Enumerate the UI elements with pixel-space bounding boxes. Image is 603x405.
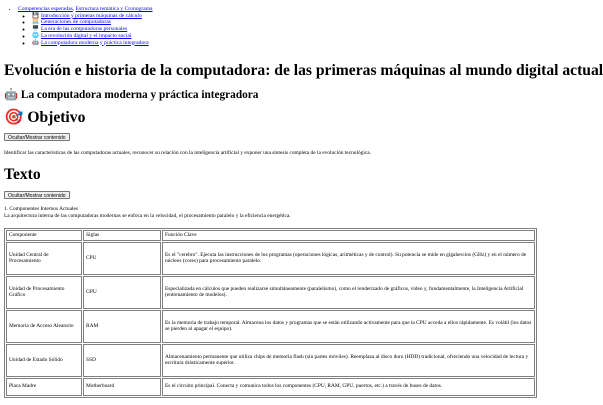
toc-link[interactable]: La era de las computadoras personales bbox=[40, 26, 128, 33]
objetivo-text: Identificar las características de las computadoras actuales, reconocer su relación con la inteligencia artificial y exponer una síntesis completa de la evolución tecnológica. bbox=[4, 150, 372, 156]
toc-link[interactable]: La computadora moderna y práctica integradora bbox=[40, 39, 149, 46]
toc-top-item: • Competencias esperadas, Estructura temática y Cronograma ◦ 💾 Introducción y primeras máquinas de cálculo ◦ 🧮 Generaciones de computadoras ◦ 🖥️ La era de las computadoras personales ◦ 🌐 La revolución digital y el impacto social ◦ 🤖 La computadora moderna y práctica integradora bbox=[18, 6, 540, 46]
header-siglas: Siglas bbox=[83, 230, 161, 241]
toc-item bbox=[32, 40, 540, 47]
cell-componente: Memoria de Acceso Aleatorio bbox=[6, 310, 82, 343]
toc-link[interactable]: Introducción y primeras máquinas de cálculo bbox=[40, 12, 142, 19]
cell-componente: Unidad de Estado Sólido bbox=[6, 344, 82, 377]
toc-item bbox=[32, 26, 540, 33]
table-row bbox=[6, 344, 535, 377]
abacus-icon: 🧮 bbox=[32, 19, 39, 26]
toc-top-list bbox=[0, 6, 540, 46]
robot-icon: 🤖 bbox=[4, 89, 19, 101]
header-componente: Componente bbox=[6, 230, 82, 241]
toc-link[interactable]: Generaciones de computadoras bbox=[40, 19, 111, 26]
table-row bbox=[6, 310, 535, 343]
cell-funcion: Especializada en cálculos que pueden realizarse simultáneamente (paralelismo), como el renderizado de gráficos, video y, fundamentalmente, la Inteligencia Artificial (entrenamiento de modelos). bbox=[162, 276, 535, 309]
target-icon: 🎯 bbox=[4, 109, 24, 126]
objetivo-heading-text: Objetivo bbox=[27, 109, 86, 126]
cell-siglas: Motherboard bbox=[83, 378, 161, 396]
toc-item bbox=[32, 33, 540, 40]
cell-siglas: SSD bbox=[83, 344, 161, 377]
page-title: Evolución e historia de la computadora: de las primeras máquinas al mundo digital actual bbox=[4, 62, 603, 79]
cell-siglas: RAM bbox=[83, 310, 161, 343]
section-subtitle bbox=[4, 88, 258, 101]
texto-toggle-button[interactable]: Ocultar/Mostrar contenido bbox=[4, 191, 70, 199]
table-header-row bbox=[6, 230, 535, 241]
components-table bbox=[4, 228, 537, 398]
globe-icon: 🌐 bbox=[32, 32, 39, 39]
toc-link[interactable]: La revolución digital y el impacto social bbox=[40, 32, 132, 39]
toc-link-estructura[interactable]: Estructura temática y Cronograma bbox=[75, 6, 153, 12]
toc-sub-list bbox=[18, 13, 540, 47]
table-row bbox=[6, 242, 535, 275]
cell-funcion: Almacenamiento permanente que utiliza chips de memoria flash (sin partes móviles). Reemplaza al disco duro (HDD) tradicional, ofreciendo una velocidad de lectura y escritura drásticamente superior. bbox=[162, 344, 535, 377]
table-row bbox=[6, 378, 535, 396]
desktop-computer-icon: 🖥️ bbox=[32, 26, 39, 33]
table-row bbox=[6, 276, 535, 309]
subtitle-text: La computadora moderna y práctica integradora bbox=[20, 89, 259, 101]
texto-intro bbox=[4, 206, 536, 219]
toc-link-competencias[interactable]: Competencias esperadas bbox=[18, 6, 73, 12]
floppy-disk-icon: 💾 bbox=[32, 12, 39, 19]
table-of-contents bbox=[0, 6, 540, 46]
objetivo-heading bbox=[4, 108, 85, 127]
intro-line-2: La arquitectura interna de las computadoras modernas se enfoca en la velocidad, el procesamiento paralelo y la eficiencia energética. bbox=[4, 212, 291, 219]
intro-line-1: 1. Componentes Internos Actuales bbox=[4, 206, 78, 212]
objetivo-toggle-button[interactable]: Ocultar/Mostrar contenido bbox=[4, 133, 70, 141]
cell-funcion: Es el "cerebro". Ejecuta las instrucciones de los programas (operaciones lógicas, aritméticas y de control). Su potencia se mide en gigahercios (GHz) y en el número de núcleos (cores) para procesamiento paralelo. bbox=[162, 242, 535, 275]
robot-icon: 🤖 bbox=[32, 39, 39, 46]
texto-heading: Texto bbox=[4, 166, 41, 183]
cell-componente: Placa Madre bbox=[6, 378, 82, 396]
header-funcion: Función Clave bbox=[162, 230, 535, 241]
cell-funcion: Es el circuito principal. Conecta y comunica todos los componentes (CPU, RAM, GPU, puertos, etc.) a través de buses de datos. bbox=[162, 378, 535, 396]
cell-componente: Unidad Central de Procesamiento bbox=[6, 242, 82, 275]
cell-funcion: Es la memoria de trabajo temporal. Almacena los datos y programas que se están utilizando activamente para que la CPU acceda a ellos rápidamente. Es volátil (los datos se pierden al apagar el equipo). bbox=[162, 310, 535, 343]
cell-siglas: CPU bbox=[83, 242, 161, 275]
cell-siglas: GPU bbox=[83, 276, 161, 309]
cell-componente: Unidad de Procesamiento Gráfico bbox=[6, 276, 82, 309]
